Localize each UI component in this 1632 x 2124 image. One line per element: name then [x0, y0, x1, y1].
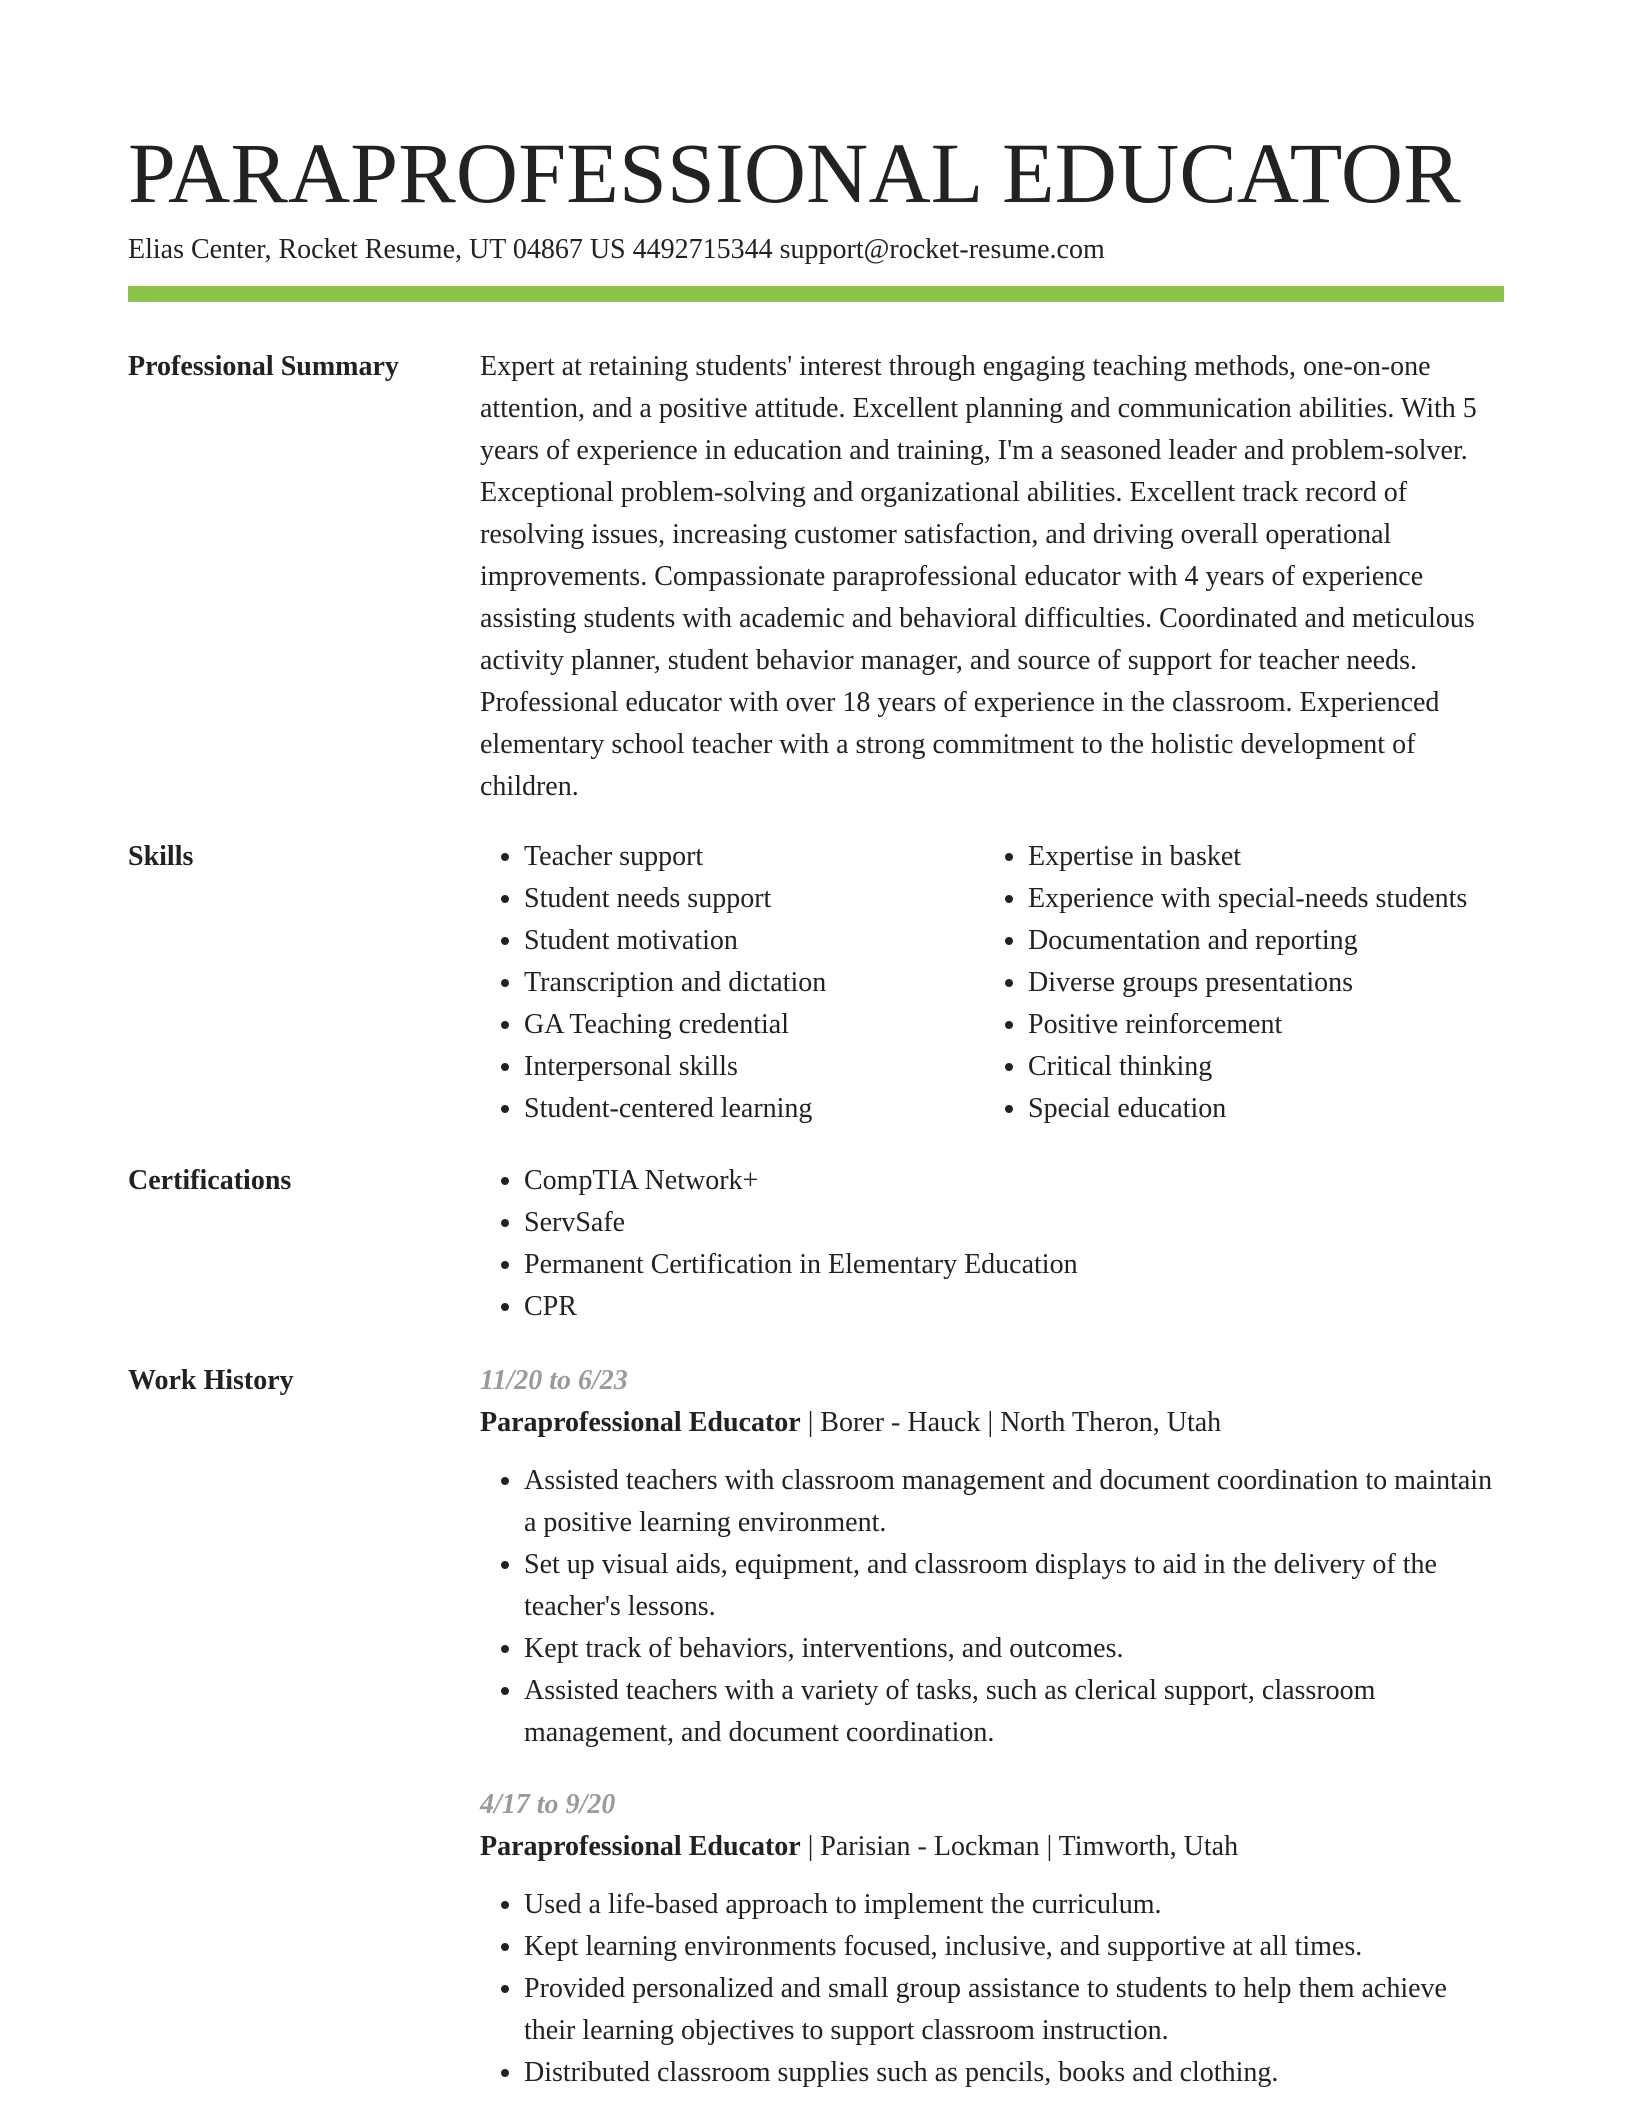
section-label-certifications: Certifications: [128, 1165, 292, 1196]
job-heading: [480, 1402, 1504, 1444]
skills-list-right: [984, 836, 1528, 1130]
skill-item: • Student motivation: [524, 920, 1024, 962]
skill-item: • Positive reinforcement: [1028, 1004, 1528, 1046]
job-bullet: • Used a life-based approach to implement the curriculum.: [524, 1884, 1504, 1926]
summary-body: [480, 346, 1504, 808]
certification-item: • ServSafe: [524, 1202, 1504, 1244]
skill-item: • Teacher support: [524, 836, 1024, 878]
job-title: Paraprofessional Educator: [480, 1407, 801, 1438]
job-bullet: • Assisted teachers with classroom management and document coordination to maintain a positive learning environment.: [524, 1460, 1504, 1544]
work-history-body: [480, 1360, 1504, 2124]
section-label-work-history: Work History: [128, 1365, 294, 1396]
job-bullet: • Kept learning environments focused, inclusive, and supportive at all times.: [524, 1926, 1504, 1968]
summary-text: Expert at retaining students' interest through engaging teaching methods, one-on-one attention, and a positive attitude. Excellent planning and communication abilities. With 5 years of experience in education and training, I'm a seasoned leader and problem-solver. Exceptional problem-solving and organizational abilities. Excellent track record of resolving issues, increasing customer satisfaction, and driving overall operational improvements. Compassionate paraprofessional educator with 4 years of experience assisting students with academic and behavioral difficulties. Coordinated and meticulous activity planner, student behavior manager, and source of support for teacher needs. Professional educator with over 18 years of experience in the classroom. Experienced elementary school teacher with a strong commitment to the holistic development of children.: [480, 351, 1477, 802]
job-details: | Parisian - Lockman | Timworth, Utah: [800, 1831, 1239, 1862]
skills-list-left: [480, 836, 1024, 1130]
skill-item: • Diverse groups presentations: [1028, 962, 1528, 1004]
job-entry: [480, 1784, 1504, 2094]
section-label-skills: Skills: [128, 841, 194, 872]
job-details: | Borer - Hauck | North Theron, Utah: [800, 1407, 1222, 1438]
section-label-summary: Professional Summary: [128, 351, 399, 382]
job-bullet: • Set up visual aids, equipment, and classroom displays to aid in the delivery of the teacher's lessons.: [524, 1544, 1504, 1628]
skill-item: • GA Teaching credential: [524, 1004, 1024, 1046]
skill-item: • Documentation and reporting: [1028, 920, 1528, 962]
certification-item: • CompTIA Network+: [524, 1160, 1504, 1202]
job-dates: 4/17 to 9/20: [480, 1789, 616, 1820]
job-dates: 11/20 to 6/23: [480, 1365, 628, 1396]
resume-title: PARAPROFESSIONAL EDUCATOR: [128, 125, 1461, 221]
certifications-body: [480, 1160, 1504, 1328]
skill-item: • Interpersonal skills: [524, 1046, 1024, 1088]
job-bullet: • Assisted teachers with a variety of tasks, such as clerical support, classroom management, and document coordination.: [524, 1670, 1504, 1754]
skills-columns: [480, 836, 1504, 1130]
job-bullet: • Provided personalized and small group assistance to students to help them achieve their learning objectives to support classroom instruction.: [524, 1968, 1504, 2052]
skill-item: • Student needs support: [524, 878, 1024, 920]
skill-item: • Student-centered learning: [524, 1088, 1024, 1130]
job-bullet: • Kept track of behaviors, interventions, and outcomes.: [524, 1628, 1504, 1670]
job-bullets: [480, 1460, 1504, 1754]
job-bullet: • Distributed classroom supplies such as pencils, books and clothing.: [524, 2052, 1504, 2094]
header-divider: [128, 286, 1504, 302]
job-entry: [480, 1360, 1504, 1754]
contact-info: Elias Center, Rocket Resume, UT 04867 US 4492715344 support@rocket-resume.com: [128, 234, 1105, 265]
skill-item: • Transcription and dictation: [524, 962, 1024, 1004]
job-title: Paraprofessional Educator: [480, 1831, 801, 1862]
skill-item: • Experience with special-needs students: [1028, 878, 1528, 920]
certifications-list: [480, 1160, 1504, 1328]
skills-body: [480, 836, 1504, 1130]
job-bullets: [480, 1884, 1504, 2094]
skill-item: • Critical thinking: [1028, 1046, 1528, 1088]
skill-item: • Expertise in basket: [1028, 836, 1528, 878]
certification-item: • CPR: [524, 1286, 1504, 1328]
job-heading: [480, 1826, 1504, 1868]
certification-item: • Permanent Certification in Elementary Education: [524, 1244, 1504, 1286]
skill-item: • Special education: [1028, 1088, 1528, 1130]
